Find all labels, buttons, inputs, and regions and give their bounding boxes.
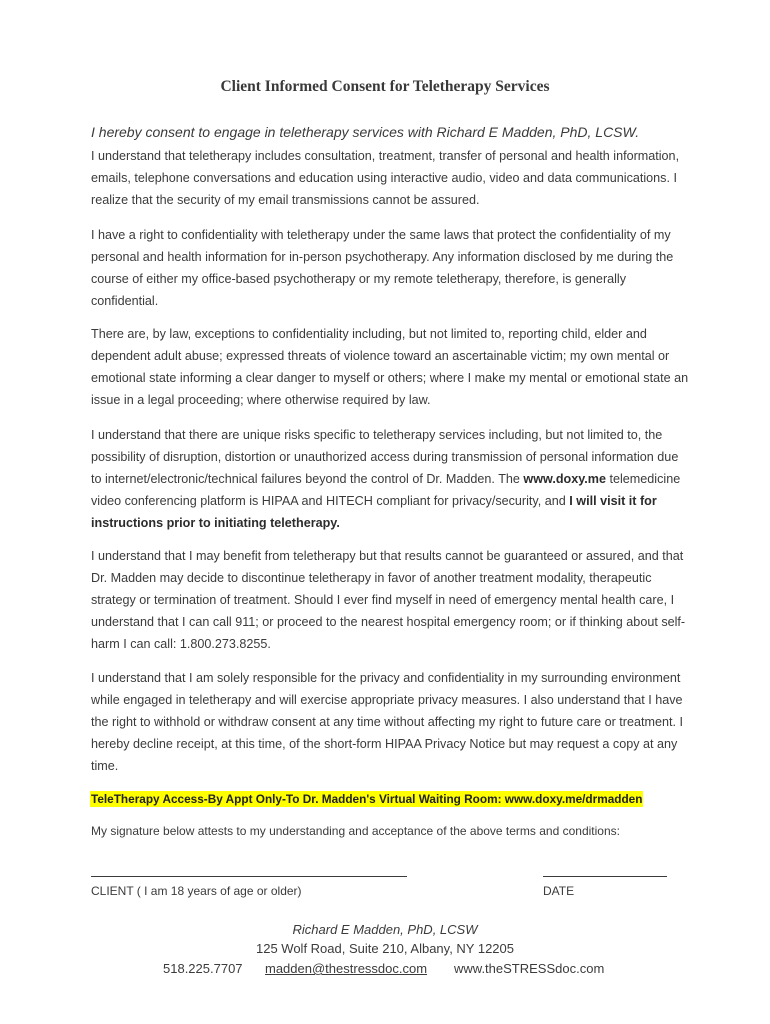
footer-website[interactable]: www.theSTRESSdoc.com	[454, 961, 605, 976]
waiting-room-highlight[interactable]: TeleTherapy Access-By Appt Only-To Dr. Madden's Virtual Waiting Room: www.doxy.me/drmadden	[91, 792, 643, 806]
doxy-link[interactable]: www.doxy.me	[523, 472, 606, 486]
date-signature-line[interactable]	[543, 876, 667, 877]
client-label: CLIENT ( I am 18 years of age or older)	[91, 884, 302, 898]
paragraph-benefits: I understand that I may benefit from teletherapy but that results cannot be guaranteed or assured, and that Dr. Madden may decide to discontinue teletherapy in favor of another treatment modality, therapeutic strategy or termination of treatment. Should I ever find myself in need of emergency mental health care, I understand that I can call 911; or proceed to the nearest hospital emergency room; or if thinking about self-harm I can call: 1.800.273.8255.	[91, 549, 686, 651]
risks-text-b: telemedicine video conferencing platform is HIPAA and HITECH compliant for privacy/security, and	[91, 472, 681, 508]
risks-text-a: I understand that there are unique risks specific to teletherapy services including, but not limited to, the possibility of disruption, distortion or unauthorized access during transmission of personal information due to internet/electronic/technical failures beyond the control of Dr. Madden. The	[91, 428, 679, 486]
page-title: Client Informed Consent for Teletherapy Services	[220, 78, 550, 95]
paragraph-risks	[91, 424, 691, 534]
date-label: DATE	[543, 884, 575, 898]
attestation-text: My signature below attests to my understanding and acceptance of the above terms and conditions:	[91, 824, 620, 838]
paragraph-privacy: I understand that I am solely responsible for the privacy and confidentiality in my surrounding environment while engaged in teletherapy and will exercise appropriate privacy measures. I also understand that I have the right to withhold or withdraw consent at any time without affecting my right to future care or treatment. I hereby decline receipt, at this time, of the short-form HIPAA Privacy Notice but may request a copy at any time.	[91, 671, 683, 773]
intro-statement: I hereby consent to engage in teletherapy services with Richard E Madden, PhD, LCSW.	[91, 124, 640, 140]
footer-phone: 518.225.7707	[163, 961, 243, 976]
footer-email	[265, 961, 427, 976]
footer-name: Richard E Madden, PhD, LCSW	[292, 922, 478, 937]
risks-instruction: I will visit it for instructions prior to initiating teletherapy.	[91, 494, 657, 530]
paragraph-exceptions: There are, by law, exceptions to confidentiality including, but not limited to, reporting child, elder and dependent adult abuse; expressed threats of violence toward an ascertainable victim; my own mental or emotional state informing a clear danger to myself or others; where I make my mental or emotional state an issue in a legal proceeding; where otherwise required by law.	[91, 327, 689, 407]
paragraph-teletherapy-scope: I understand that teletherapy includes consultation, treatment, transfer of personal and health information, emails, telephone conversations and education using interactive audio, video and data communications. I realize that the security of my email transmissions cannot be assured.	[91, 149, 680, 207]
email-link[interactable]: madden@thestressdoc.com	[265, 961, 428, 976]
paragraph-confidentiality: I have a right to confidentiality with teletherapy under the same laws that protect the confidentiality of my personal and health information for in-person psychotherapy. Any information disclosed by me during the course of either my office-based psychotherapy or my remote teletherapy, therefore, is generally confidential.	[91, 228, 674, 308]
client-signature-line[interactable]	[91, 876, 407, 877]
footer-address: 125 Wolf Road, Suite 210, Albany, NY 12205	[255, 941, 514, 956]
